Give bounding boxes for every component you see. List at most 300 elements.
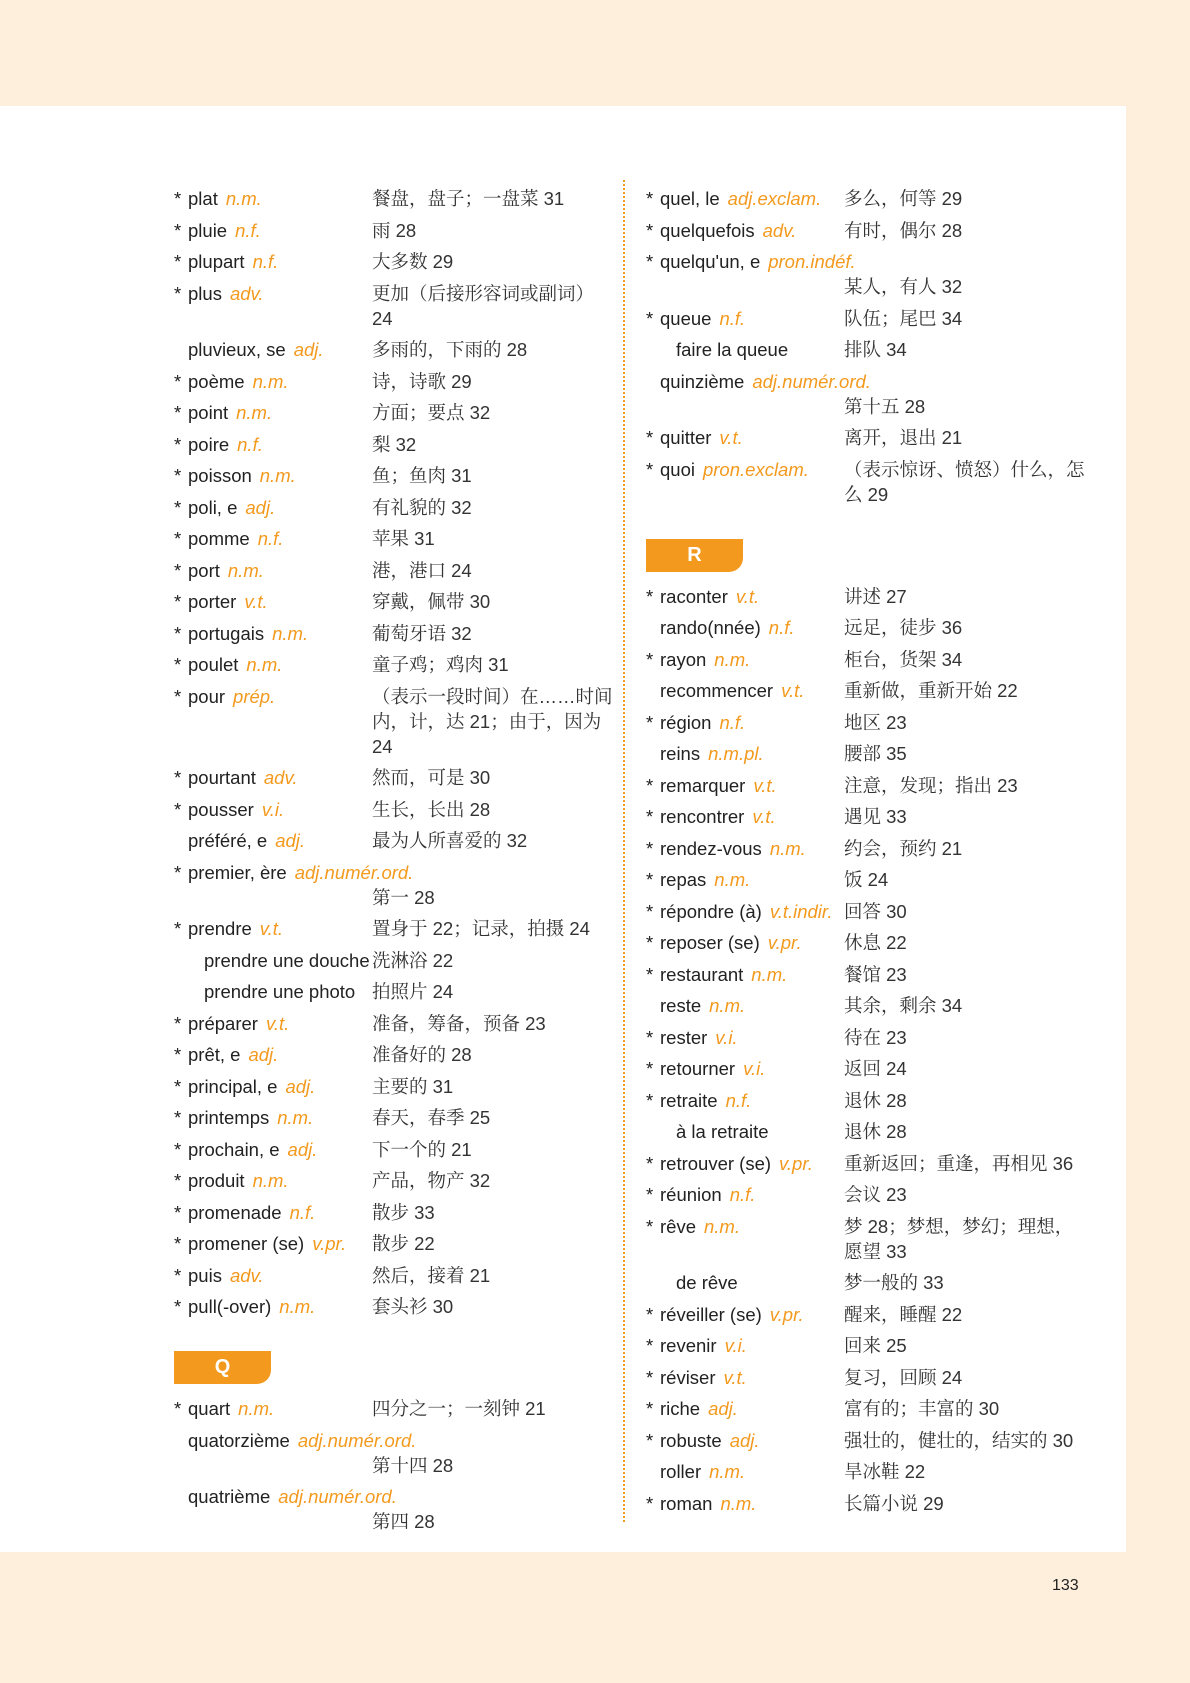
part-of-speech: adv. [762, 219, 797, 241]
part-of-speech: n.f. [289, 1201, 316, 1223]
headword-cell [646, 1491, 844, 1516]
part-of-speech: n.f. [235, 219, 261, 241]
definition: 有时，偶尔 28 [844, 219, 963, 241]
part-of-speech: adj. [285, 1075, 316, 1097]
headword: préparer [188, 1012, 258, 1034]
star-mark: * [174, 402, 182, 423]
headword-cell [646, 186, 844, 211]
definition: 第四 28 [372, 1511, 435, 1532]
glossary-entry [174, 1137, 614, 1162]
headword: roman [660, 1492, 713, 1514]
headword-cell [174, 797, 372, 822]
part-of-speech: v.t.indir. [769, 900, 833, 922]
definition: 洗淋浴 22 [372, 949, 454, 971]
star-mark: * [646, 963, 654, 985]
part-of-speech: n.m. [751, 963, 788, 985]
part-of-speech: v.t. [723, 1366, 747, 1388]
star-mark: * [646, 458, 654, 480]
headword: remarquer [660, 774, 746, 796]
definition: 重新做，重新开始 22 [844, 680, 1018, 701]
part-of-speech: adj.numér.ord. [297, 1429, 417, 1451]
headword: poisson [188, 465, 252, 486]
definition: 第十五 28 [844, 395, 926, 417]
glossary-entry [646, 306, 1086, 331]
left-column [174, 186, 614, 1541]
glossary-entry [174, 369, 614, 394]
part-of-speech: n.m. [236, 402, 273, 423]
headword-cell [646, 836, 844, 861]
headword-cell [646, 425, 844, 450]
headword: région [660, 711, 712, 733]
sub-entry [646, 1270, 1086, 1295]
part-of-speech: v.t. [753, 774, 777, 796]
glossary-entry [174, 463, 614, 488]
headword: plus [188, 282, 222, 304]
glossary-entry [646, 186, 1086, 211]
headword-cell [174, 1074, 372, 1099]
glossary-entry [174, 281, 614, 331]
part-of-speech: n.f. [729, 1184, 756, 1205]
definition: 散步 22 [372, 1233, 435, 1254]
headword-cell [174, 948, 372, 973]
headword: recommencer [660, 680, 774, 701]
star-mark: * [174, 1044, 182, 1065]
part-of-speech: adj.numér.ord. [278, 1486, 397, 1507]
definition: 回答 30 [844, 900, 907, 922]
headword-cell [646, 710, 844, 735]
star-mark: * [646, 837, 654, 859]
headword: principal, e [188, 1075, 278, 1097]
headword: pull(-over) [188, 1296, 272, 1317]
glossary-entry [174, 1042, 614, 1067]
headword: premier, ère [188, 861, 287, 883]
definition: 然后，接着 21 [372, 1264, 491, 1286]
glossary-entry [646, 1025, 1086, 1050]
part-of-speech: n.m. [238, 1398, 275, 1419]
star-mark: * [174, 433, 182, 455]
part-of-speech: v.t. [752, 806, 776, 827]
headword-cell [174, 1231, 372, 1256]
definition: （表示惊讶、愤怒）什么，怎么 29 [844, 458, 1085, 505]
headword: reste [660, 995, 702, 1016]
headword-cell [174, 463, 372, 488]
glossary-entry [646, 836, 1086, 861]
star-mark: * [646, 711, 654, 733]
headword: répondre (à) [660, 900, 762, 922]
page-number: 133 [1052, 1577, 1079, 1594]
part-of-speech: n.m. [709, 995, 746, 1016]
headword: faire la queue [676, 339, 789, 360]
glossary-entry [174, 797, 614, 822]
star-mark: * [646, 932, 654, 953]
part-of-speech: v.pr. [769, 1303, 804, 1325]
definition: 有礼貌的 32 [372, 496, 472, 518]
star-mark: * [646, 806, 654, 827]
part-of-speech: n.f. [252, 251, 279, 272]
star-mark: * [174, 1170, 182, 1191]
part-of-speech: v.t. [265, 1012, 290, 1034]
headword-cell [174, 1428, 614, 1453]
definition: 第十四 28 [372, 1454, 454, 1476]
star-mark: * [174, 798, 182, 820]
star-mark: * [646, 648, 654, 670]
headword: poli, e [188, 496, 238, 518]
star-mark: * [646, 1492, 654, 1514]
headword-cell [174, 1137, 372, 1162]
part-of-speech: n.m. [709, 1461, 746, 1482]
star-mark: * [646, 219, 654, 241]
definition: 春天，春季 25 [372, 1107, 491, 1128]
headword: réunion [660, 1184, 722, 1205]
star-mark: * [646, 1026, 654, 1048]
glossary-entry [174, 1294, 614, 1319]
definition: 排队 34 [844, 339, 907, 360]
star-mark: * [174, 1075, 182, 1097]
headword: point [188, 402, 229, 423]
glossary-entry [646, 1333, 1086, 1358]
definition: 港，港口 24 [372, 559, 472, 581]
glossary-entry [646, 993, 1086, 1018]
headword-cell [646, 1119, 844, 1144]
glossary-entry [646, 773, 1086, 798]
headword-cell [174, 1168, 372, 1193]
headword: portugais [188, 622, 265, 644]
star-mark: * [646, 869, 654, 890]
headword-cell [174, 1294, 372, 1319]
definition: 返回 24 [844, 1058, 907, 1079]
part-of-speech: adj. [293, 339, 324, 360]
headword: printemps [188, 1107, 270, 1128]
headword: plat [188, 188, 218, 209]
definition: 然而，可是 30 [372, 767, 491, 788]
star-mark: * [174, 591, 182, 612]
headword-cell [646, 1459, 844, 1484]
star-mark: * [646, 585, 654, 607]
definition: 某人，有人 32 [844, 276, 963, 297]
part-of-speech: prép. [233, 685, 276, 707]
headword-cell [174, 495, 372, 520]
glossary-entry [646, 930, 1086, 955]
definition: 遇见 33 [844, 806, 907, 827]
part-of-speech: adj. [708, 1398, 738, 1419]
headword-cell [646, 1025, 844, 1050]
star-mark: * [174, 1012, 182, 1034]
definition: 休息 22 [844, 932, 907, 953]
headword: plupart [188, 251, 245, 272]
part-of-speech: n.m. [720, 1492, 757, 1514]
part-of-speech: v.t. [735, 585, 760, 607]
headword-cell [646, 1302, 844, 1327]
part-of-speech: n.f. [719, 307, 746, 329]
headword-cell [646, 1088, 844, 1113]
part-of-speech: adv. [229, 282, 264, 304]
glossary-entry [646, 867, 1086, 892]
part-of-speech: v.t. [719, 427, 743, 448]
glossary-entry [174, 1484, 614, 1534]
star-mark: * [646, 1398, 654, 1419]
headword-cell [174, 589, 372, 614]
glossary-entry [174, 684, 614, 759]
headword-cell [646, 804, 844, 829]
part-of-speech: adj. [729, 1429, 760, 1451]
glossary-entry [174, 1428, 614, 1478]
glossary-entry [646, 804, 1086, 829]
definition: 复习，回顾 24 [844, 1366, 963, 1388]
part-of-speech: adj.exclam. [727, 188, 822, 209]
glossary-entry [646, 249, 1086, 299]
glossary-entry [174, 621, 614, 646]
definition: 鱼；鱼肉 31 [372, 465, 472, 486]
definition: 回来 25 [844, 1335, 907, 1356]
headword-cell [646, 1056, 844, 1081]
glossary-entry [174, 860, 614, 910]
headword: quelqu'un, e [660, 251, 761, 272]
star-mark: * [646, 900, 654, 922]
headword-cell [174, 400, 372, 425]
star-mark: * [174, 622, 182, 644]
sub-entry [174, 948, 614, 973]
headword-cell [646, 1214, 844, 1264]
headword-cell [174, 1105, 372, 1130]
headword: reposer (se) [660, 932, 760, 953]
headword-cell [174, 1484, 614, 1509]
headword: quoi [660, 458, 695, 480]
headword: quart [188, 1398, 231, 1419]
headword: poème [188, 370, 245, 392]
headword-cell [174, 765, 372, 790]
part-of-speech: n.m. [714, 869, 751, 890]
section-tab-q: Q [174, 1351, 271, 1384]
star-mark: * [646, 774, 654, 796]
column-divider [623, 180, 625, 1522]
headword-cell [646, 306, 844, 331]
definition: 准备好的 28 [372, 1044, 472, 1065]
definition: 散步 33 [372, 1201, 435, 1223]
glossary-entry [646, 1088, 1086, 1113]
definition: 梦 28；梦想，梦幻；理想，愿望 33 [844, 1215, 1074, 1262]
section-tab-r: R [646, 539, 743, 572]
glossary-entry [174, 495, 614, 520]
part-of-speech: v.i. [724, 1335, 747, 1356]
headword: prendre une douche [204, 949, 370, 971]
part-of-speech: n.f. [719, 711, 746, 733]
glossary-entry [646, 962, 1086, 987]
headword: reins [660, 743, 701, 764]
glossary-entry [174, 765, 614, 790]
definition: 重新返回；重逢，再相见 36 [844, 1152, 1074, 1174]
headword: pourtant [188, 767, 256, 788]
glossary-entry [174, 1074, 614, 1099]
headword-cell [646, 647, 844, 672]
glossary-entry [174, 1168, 614, 1193]
definition: 产品，物产 32 [372, 1170, 491, 1191]
headword-cell [174, 684, 372, 759]
headword: repas [660, 869, 707, 890]
headword-cell [174, 369, 372, 394]
part-of-speech: v.i. [715, 1026, 738, 1048]
headword-cell [646, 615, 844, 640]
glossary-entry [174, 1231, 614, 1256]
star-mark: * [174, 251, 182, 272]
part-of-speech: adj. [245, 496, 276, 518]
part-of-speech: pron.indéf. [768, 251, 856, 272]
star-mark: * [646, 1335, 654, 1356]
headword: roller [660, 1461, 702, 1482]
star-mark: * [646, 1058, 654, 1079]
glossary-entry [174, 589, 614, 614]
headword-cell [174, 860, 614, 885]
headword: restaurant [660, 963, 744, 985]
glossary-entry [646, 1365, 1086, 1390]
glossary-entry [646, 584, 1086, 609]
part-of-speech: n.m. [769, 837, 806, 859]
definition: 退休 28 [844, 1121, 907, 1142]
glossary-entry [646, 1151, 1086, 1176]
headword-cell [174, 1042, 372, 1067]
glossary-entry [646, 1056, 1086, 1081]
glossary-entry [646, 1428, 1086, 1453]
part-of-speech: n.m. [252, 370, 289, 392]
headword-cell [174, 558, 372, 583]
definition: 套头衫 30 [372, 1296, 454, 1317]
headword: quelquefois [660, 219, 755, 241]
headword-cell [646, 1365, 844, 1390]
headword: prendre une photo [204, 981, 356, 1002]
star-mark: * [646, 1366, 654, 1388]
star-mark: * [646, 188, 654, 209]
headword: prochain, e [188, 1138, 280, 1160]
glossary-entry [646, 678, 1086, 703]
glossary-entry [646, 1214, 1086, 1264]
headword: prendre [188, 918, 252, 939]
headword-cell [646, 1333, 844, 1358]
glossary-entry [174, 1200, 614, 1225]
glossary-entry [646, 369, 1086, 419]
star-mark: * [174, 1233, 182, 1254]
headword: pomme [188, 528, 250, 549]
definition: 地区 23 [844, 711, 907, 733]
headword: préféré, e [188, 830, 268, 851]
headword: produit [188, 1170, 245, 1191]
part-of-speech: n.m. [225, 188, 262, 209]
definition: 远足，徒步 36 [844, 617, 963, 638]
headword: promenade [188, 1201, 282, 1223]
star-mark: * [646, 1089, 654, 1111]
glossary-entry [174, 1396, 614, 1421]
headword-cell [174, 526, 372, 551]
part-of-speech: n.f. [725, 1089, 752, 1111]
headword: réveiller (se) [660, 1303, 762, 1325]
headword: pluie [188, 219, 228, 241]
sub-entry [174, 979, 614, 1004]
headword-cell [646, 993, 844, 1018]
headword: quatrième [188, 1486, 271, 1507]
glossary-entry [174, 558, 614, 583]
headword: pour [188, 685, 226, 707]
part-of-speech: v.i. [261, 798, 285, 820]
star-mark: * [174, 188, 182, 209]
definition: 多雨的，下雨的 28 [372, 339, 528, 360]
definition: 拍照片 24 [372, 981, 454, 1002]
headword-cell [174, 432, 372, 457]
part-of-speech: v.pr. [779, 1152, 813, 1174]
definition: 梦一般的 33 [844, 1272, 944, 1293]
sub-entry [646, 1119, 1086, 1144]
definition: 注意，发现；指出 23 [844, 774, 1018, 796]
definition: 旱冰鞋 22 [844, 1461, 926, 1482]
definition: 童子鸡；鸡肉 31 [372, 654, 509, 675]
headword: pousser [188, 798, 254, 820]
definition: 讲述 27 [844, 585, 907, 607]
headword-cell [174, 979, 372, 1004]
part-of-speech: adj.numér.ord. [752, 370, 871, 392]
headword: à la retraite [676, 1121, 769, 1142]
definition: 餐盘，盘子；一盘菜 31 [372, 188, 565, 209]
headword-cell [174, 1263, 372, 1288]
star-mark: * [174, 685, 182, 707]
headword: rayon [660, 648, 707, 670]
headword: quitter [660, 427, 712, 448]
headword: retraite [660, 1089, 718, 1111]
headword: robuste [660, 1429, 722, 1451]
headword: poulet [188, 654, 239, 675]
star-mark: * [174, 465, 182, 486]
part-of-speech: n.m. [246, 654, 283, 675]
glossary-entry [174, 186, 614, 211]
headword-cell [646, 218, 844, 243]
definition: 其余，剩余 34 [844, 995, 963, 1016]
glossary-entry [646, 425, 1086, 450]
definition: 饭 24 [844, 869, 889, 890]
headword-cell [646, 962, 844, 987]
star-mark: * [646, 427, 654, 448]
star-mark: * [174, 654, 182, 675]
definition: 长篇小说 29 [844, 1492, 944, 1514]
headword-cell [174, 281, 372, 331]
headword-cell [646, 773, 844, 798]
glossary-entry [646, 741, 1086, 766]
definition: 大多数 29 [372, 251, 454, 272]
headword-cell [174, 1396, 372, 1421]
glossary-entry [646, 1459, 1086, 1484]
headword: rester [660, 1026, 708, 1048]
definition: 最为人所喜爱的 32 [372, 830, 528, 851]
headword-cell [646, 899, 844, 924]
part-of-speech: n.m. [704, 1215, 740, 1237]
glossary-entry [174, 249, 614, 274]
headword-cell [646, 930, 844, 955]
headword: porter [188, 591, 237, 612]
headword-cell [174, 1011, 372, 1036]
part-of-speech: n.f. [768, 617, 795, 638]
glossary-entry [174, 1263, 614, 1288]
sub-entry [646, 337, 1086, 362]
glossary-entry [174, 400, 614, 425]
star-mark: * [646, 1184, 654, 1205]
definition: 诗，诗歌 29 [372, 370, 472, 392]
part-of-speech: n.m.pl. [708, 743, 764, 764]
headword-cell [646, 741, 844, 766]
part-of-speech: pron.exclam. [702, 458, 809, 480]
headword-cell [646, 369, 1086, 394]
glossary-entry [646, 457, 1086, 507]
star-mark: * [174, 861, 182, 883]
headword-cell [646, 1182, 844, 1207]
part-of-speech: n.m. [227, 559, 264, 581]
part-of-speech: v.t. [244, 591, 268, 612]
glossary-entry [646, 1396, 1086, 1421]
glossary-entry [174, 218, 614, 243]
